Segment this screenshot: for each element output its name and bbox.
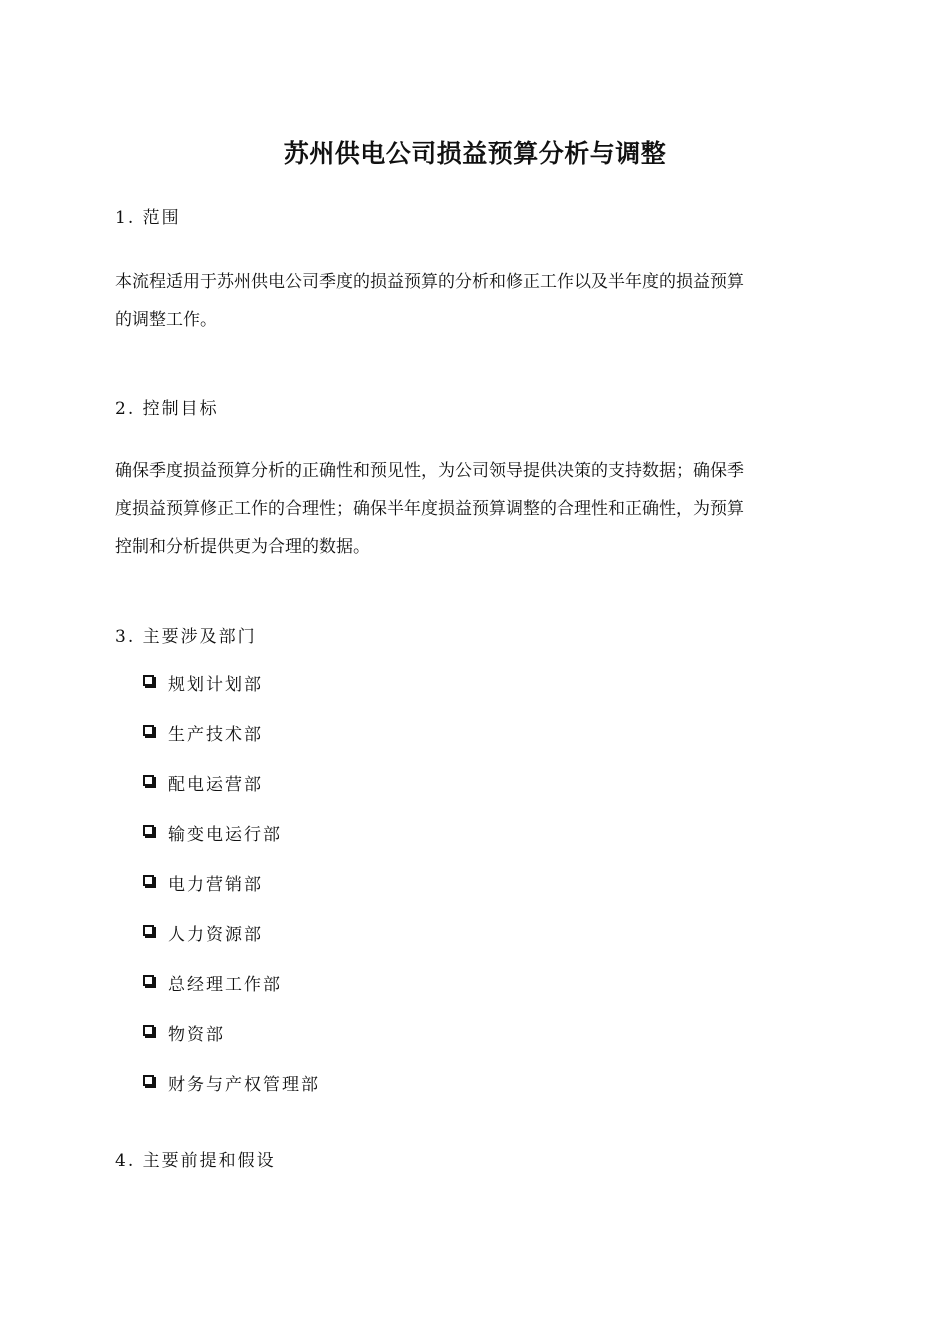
list-item — [143, 1070, 320, 1120]
checkbox-bullet-icon — [143, 825, 154, 836]
department-label: 总经理工作部 — [168, 975, 282, 995]
section-paragraph-control-objectives — [115, 452, 835, 566]
department-label: 人力资源部 — [168, 925, 263, 945]
section-paragraph-scope — [115, 263, 835, 339]
department-label: 规划计划部 — [168, 675, 263, 695]
section-heading-departments: 3. 主要涉及部门 — [115, 627, 257, 647]
department-label: 配电运营部 — [168, 775, 263, 795]
list-item — [143, 820, 320, 870]
checkbox-bullet-icon — [143, 975, 154, 986]
department-label: 生产技术部 — [168, 725, 263, 745]
department-label: 物资部 — [168, 1025, 225, 1045]
list-item — [143, 720, 320, 770]
section-heading-control-objectives: 2. 控制目标 — [115, 399, 219, 419]
department-label: 电力营销部 — [168, 875, 263, 895]
checkbox-bullet-icon — [143, 775, 154, 786]
checkbox-bullet-icon — [143, 725, 154, 736]
paragraph-line: 本流程适用于苏州供电公司季度的损益预算的分析和修正工作以及半年度的损益预算 — [115, 272, 744, 292]
paragraph-line: 确保季度损益预算分析的正确性和预见性，为公司领导提供决策的支持数据；确保季 — [115, 461, 744, 481]
paragraph-line: 控制和分析提供更为合理的数据。 — [115, 537, 370, 557]
paragraph-line: 的调整工作。 — [115, 310, 217, 330]
department-label: 财务与产权管理部 — [168, 1075, 320, 1095]
list-item — [143, 970, 320, 1020]
checkbox-bullet-icon — [143, 925, 154, 936]
list-item — [143, 770, 320, 820]
list-item — [143, 670, 320, 720]
checkbox-bullet-icon — [143, 1025, 154, 1036]
department-label: 输变电运行部 — [168, 825, 282, 845]
list-item — [143, 1020, 320, 1070]
paragraph-line: 度损益预算修正工作的合理性；确保半年度损益预算调整的合理性和正确性，为预算 — [115, 499, 744, 519]
checkbox-bullet-icon — [143, 675, 154, 686]
document-title: 苏州供电公司损益预算分析与调整 — [283, 139, 667, 168]
department-list — [143, 670, 320, 1120]
section-heading-scope: 1. 范围 — [115, 208, 181, 228]
checkbox-bullet-icon — [143, 1075, 154, 1086]
section-heading-assumptions: 4. 主要前提和假设 — [115, 1151, 276, 1171]
list-item — [143, 920, 320, 970]
list-item — [143, 870, 320, 920]
checkbox-bullet-icon — [143, 875, 154, 886]
